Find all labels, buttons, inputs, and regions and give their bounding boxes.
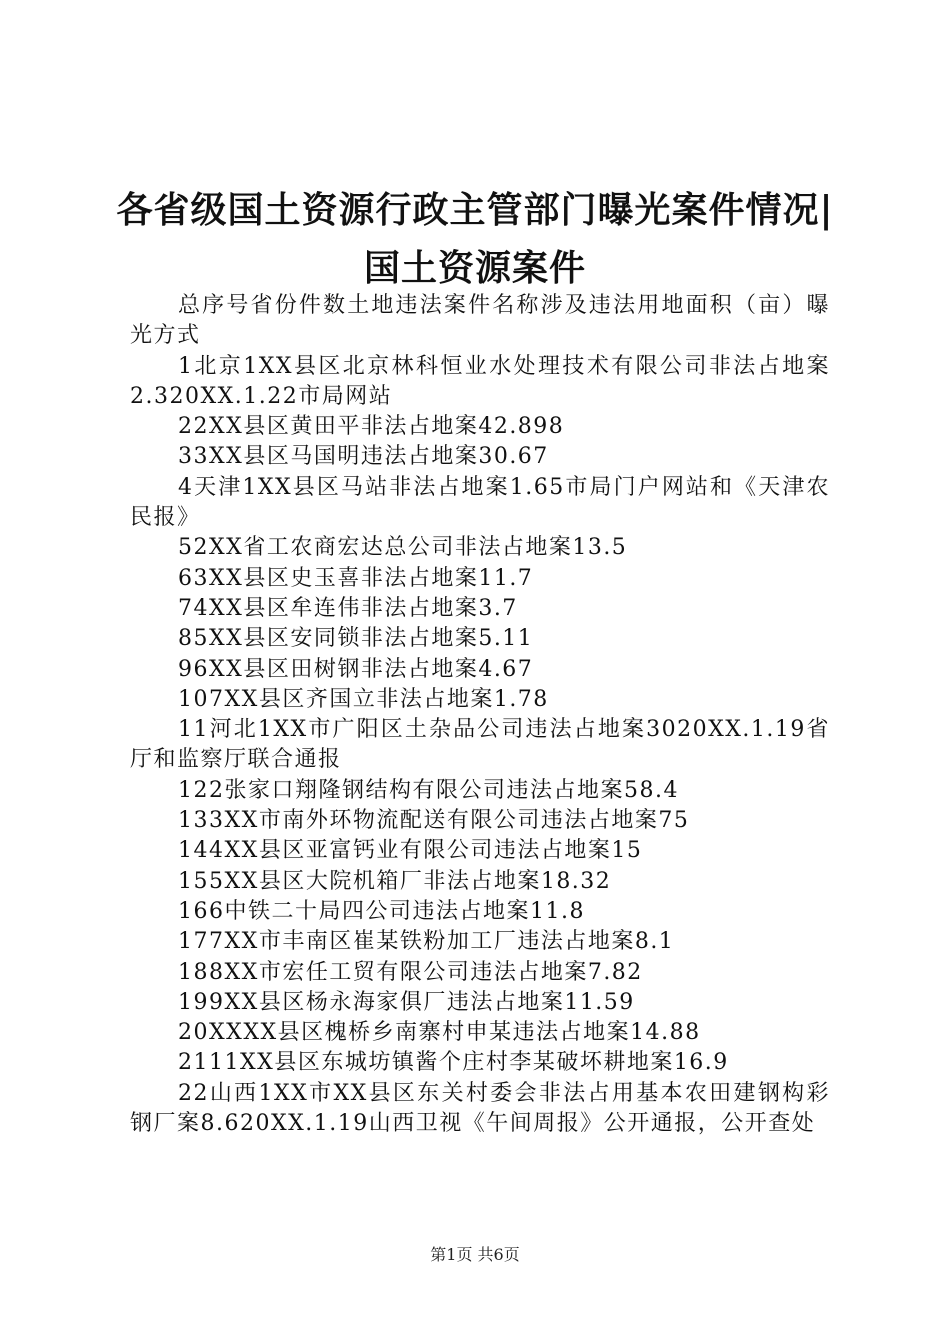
paragraph: 52XX省工农商宏达总公司非法占地案13.5 [178,535,628,561]
paragraph: 188XX市宏任工贸有限公司违法占地案7.82 [178,959,643,985]
paragraph: 96XX县区田树钢非法占地案4.67 [178,656,534,682]
paragraph: 总序号省份件数土地违法案件名称涉及违法用地面积（亩）曝光方式 [130,293,830,349]
paragraph: 33XX县区马国明违法占地案30.67 [178,444,549,470]
document-title-line-2: 国土资源案件 [363,247,586,289]
paragraph: 11河北1XX市广阳区土杂品公司违法占地案3020XX.1.19省厅和监察厅联合通报 [130,717,830,773]
paragraph: 2111XX县区东城坊镇酱个庄村李某破坏耕地案16.9 [178,1050,729,1076]
document-body [130,291,830,1139]
paragraph: 177XX市丰南区崔某铁粉加工厂违法占地案8.1 [178,929,675,955]
paragraph: 4天津1XX县区马站非法占地案1.65市局门户网站和《天津农民报》 [130,474,830,531]
document-title-line-1: 各省级国土资源行政主管部门曝光案件情况| [116,189,834,231]
paragraph: 22XX县区黄田平非法占地案42.898 [178,414,565,440]
paragraph: 122张家口翔隆钢结构有限公司违法占地案58.4 [178,777,679,803]
paragraph: 63XX县区史玉喜非法占地案11.7 [178,565,534,591]
paragraph: 107XX县区齐国立非法占地案1.78 [178,686,549,712]
paragraph: 144XX县区亚富钙业有限公司违法占地案15 [178,838,643,864]
paragraph: 155XX县区大院机箱厂非法占地案18.32 [178,868,612,894]
paragraph: 85XX县区安同锁非法占地案5.11 [178,626,534,652]
paragraph: 166中铁二十局四公司违法占地案11.8 [178,898,585,924]
page-number-footer: 第1页 共6页 [430,1245,520,1264]
paragraph: 199XX县区杨永海家俱厂违法占地案11.59 [178,989,635,1015]
paragraph: 74XX县区牟连伟非法占地案3.7 [178,595,518,621]
paragraph: 20XXXX县区槐桥乡南寨村申某违法占地案14.88 [178,1020,701,1046]
paragraph: 133XX市南外环物流配送有限公司违法占地案75 [178,808,690,834]
paragraph: 1北京1XX县区北京林科恒业水处理技术有限公司非法占地案2.320XX.1.22市局网站 [130,353,830,409]
paragraph: 22山西1XX市XX县区东关村委会非法占用基本农田建钢构彩钢厂案8.620XX.1.19山西卫视《午间周报》公开通报，公开查处 [130,1080,830,1137]
